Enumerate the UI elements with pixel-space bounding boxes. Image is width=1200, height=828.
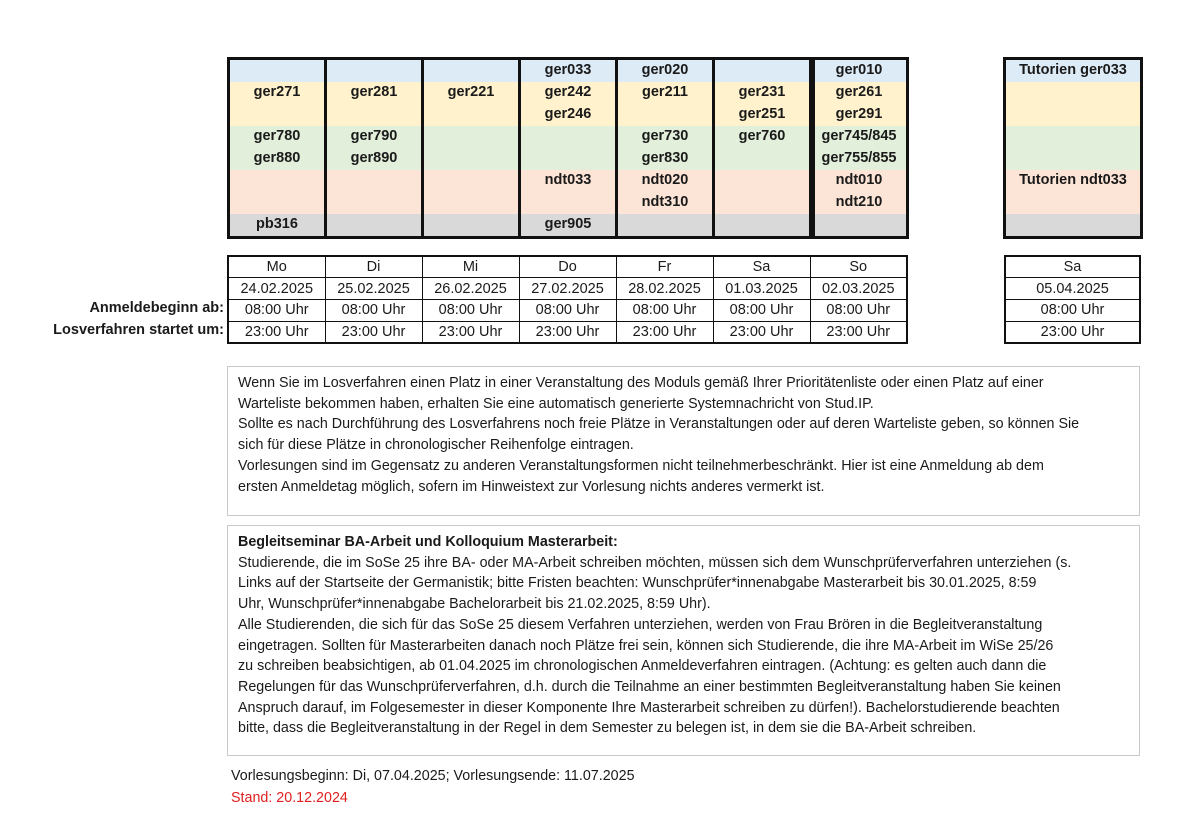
module-code: ndt010 [835, 172, 883, 188]
begleit-line: Alle Studierenden, die sich für das SoSe 25 diesem Verfahren unterziehen, werden von Frau Brören in die Begleitveranstaltung [238, 616, 1043, 633]
grid-column [230, 60, 327, 236]
grid-column [327, 60, 424, 236]
cell-day: Do [519, 256, 616, 278]
band-green [327, 126, 421, 170]
module-code [715, 60, 809, 82]
module-code [715, 192, 809, 214]
module-code: ndt310 [641, 193, 689, 210]
begleit-line: zu schreiben beabsichtigen, ab 01.04.2025 im chronologischen Anmeldeverfahren eintragen. (Achtung: es gelten auch dann die [238, 658, 1047, 675]
begleit-line: eingetragen. Sollten für Masterarbeiten danach noch Plätze frei sein, können sich Studierende, die ihre MA-Arbeit im WiSe 25/26 [238, 637, 1054, 654]
tutorien-schedule-table [1004, 255, 1141, 344]
module-code: ger246 [544, 105, 592, 122]
cell-start-time: 08:00 Uhr [519, 300, 616, 322]
band-salmon [327, 170, 421, 214]
cell-date: 27.02.2025 [519, 278, 616, 300]
grid-column [424, 60, 521, 236]
module-code: ger905 [544, 216, 592, 232]
module-code: ger033 [544, 62, 592, 78]
row-anmeldebeginn [228, 300, 907, 322]
begleit-line: Regelungen für das Wunschprüferverfahren, d.h. durch die Teilnahme an einer bestimmten Begleitveranstaltung haben Sie keinen [238, 678, 1061, 695]
band-blue [812, 60, 906, 82]
module-code [230, 104, 324, 126]
module-code [327, 60, 421, 82]
begleit-line: Anspruch darauf, im Folgesemester in dieser Komponente Ihre Masterarbeit schreiben zu dürfen!). Bachelorstudierende beachten [238, 699, 1060, 716]
module-code: ger271 [253, 84, 301, 100]
band-gray [618, 214, 712, 236]
band-gray [812, 214, 906, 236]
module-code: ndt020 [641, 172, 689, 188]
info-line: Warteliste bekommen haben, erhalten Sie eine automatisch generierte Systemnachricht von Stud.IP. [238, 395, 874, 412]
stand-date: Stand: 20.12.2024 [231, 790, 348, 806]
info-line: sich für diese Plätze in chronologischer Reihenfolge eintragen. [238, 437, 634, 454]
band-blue [521, 60, 615, 82]
begleit-line: Uhr, Wunschprüfer*innenabgabe Bachelorarbeit bis 21.02.2025, 8:59 Uhr). [238, 596, 711, 613]
cell-start-time: 08:00 Uhr [325, 300, 422, 322]
band-yellow [812, 82, 906, 126]
band-yellow [230, 82, 324, 126]
module-code: ger780 [253, 128, 301, 144]
module-code [715, 148, 809, 170]
cell-day: So [810, 256, 907, 278]
cell-start-time: 08:00 Uhr [1005, 300, 1140, 322]
module-code [521, 148, 615, 170]
cell-day: Fr [616, 256, 713, 278]
row-losverfahren [228, 321, 907, 343]
module-code [424, 192, 518, 214]
band-gray [715, 214, 809, 236]
module-code [424, 60, 518, 82]
info-box [227, 366, 1140, 516]
cell-date: 05.04.2025 [1005, 278, 1140, 300]
row-date [228, 278, 907, 300]
module-code [1006, 82, 1140, 104]
module-code [618, 214, 712, 236]
band-gray [230, 214, 324, 236]
module-code: ger020 [641, 62, 689, 78]
semester-dates: Vorlesungsbeginn: Di, 07.04.2025; Vorlesungsende: 11.07.2025 [231, 768, 635, 784]
grid-column [618, 60, 715, 236]
module-code: ger730 [641, 128, 689, 144]
label-anmeldebeginn: Anmeldebeginn ab: [89, 300, 224, 316]
band-yellow [424, 82, 518, 126]
cell-los-time: 23:00 Uhr [519, 321, 616, 343]
band-blue [715, 60, 809, 82]
module-code: ger890 [350, 149, 398, 166]
band-salmon [1006, 170, 1140, 214]
module-code [230, 170, 324, 192]
module-code: ger242 [544, 84, 592, 100]
begleit-line: Links auf der Startseite der Germanistik; bitte Fristen beachten: Wunschprüfer*innenabgabe Masterarbeit bis 30.01.2025, 8:59 [238, 575, 1037, 592]
band-salmon [424, 170, 518, 214]
cell-los-time: 23:00 Uhr [713, 321, 810, 343]
module-code [715, 170, 809, 192]
module-code: pb316 [256, 216, 298, 232]
band-gray [327, 214, 421, 236]
cell-los-time: 23:00 Uhr [1005, 321, 1140, 343]
band-yellow [327, 82, 421, 126]
label-losverfahren: Losverfahren startet um: [53, 322, 224, 338]
module-code [327, 170, 421, 192]
module-code: ndt210 [835, 193, 883, 210]
cell-day: Sa [713, 256, 810, 278]
cell-date: 25.02.2025 [325, 278, 422, 300]
band-green [230, 126, 324, 170]
band-green [715, 126, 809, 170]
begleitseminar-heading: Begleitseminar BA-Arbeit und Kolloquium Masterarbeit: [238, 534, 618, 550]
module-code: ger291 [835, 105, 883, 122]
module-code [424, 126, 518, 148]
cell-los-time: 23:00 Uhr [228, 321, 325, 343]
cell-start-time: 08:00 Uhr [810, 300, 907, 322]
band-yellow [715, 82, 809, 126]
module-code [715, 214, 809, 236]
band-blue [1006, 60, 1140, 82]
grid-column [715, 60, 812, 236]
cell-day: Mo [228, 256, 325, 278]
module-code: ger211 [642, 84, 688, 100]
cell-date: 24.02.2025 [228, 278, 325, 300]
module-grid [227, 57, 909, 239]
module-code: ger010 [835, 62, 883, 78]
module-code [230, 192, 324, 214]
info-line: Wenn Sie im Losverfahren einen Platz in einer Veranstaltung des Moduls gemäß Ihrer Prioritätenliste oder einen Platz auf einer [238, 375, 1044, 391]
cell-day: Mi [422, 256, 519, 278]
band-yellow [618, 82, 712, 126]
module-code: ger281 [350, 84, 398, 100]
module-code: ger745/845 [821, 128, 897, 144]
band-blue [424, 60, 518, 82]
module-code [1006, 214, 1140, 236]
module-code: ger261 [835, 84, 883, 100]
info-line: Sollte es nach Durchführung des Losverfahrens noch freie Plätze in Veranstaltungen oder auf deren Warteliste geben, so können Sie [238, 416, 1080, 433]
band-blue [618, 60, 712, 82]
tutorien-grid [1003, 57, 1143, 239]
band-blue [230, 60, 324, 82]
module-code [1006, 104, 1140, 126]
module-code: ger790 [350, 128, 398, 144]
module-code: ger755/855 [821, 149, 897, 166]
band-salmon [230, 170, 324, 214]
grid-column [1006, 60, 1140, 236]
band-salmon [618, 170, 712, 214]
cell-los-time: 23:00 Uhr [325, 321, 422, 343]
cell-start-time: 08:00 Uhr [616, 300, 713, 322]
begleitseminar-box [227, 525, 1140, 756]
module-code: ger760 [738, 128, 786, 144]
cell-date: 01.03.2025 [713, 278, 810, 300]
module-code [424, 148, 518, 170]
info-line: ersten Anmeldetag möglich, sofern im Hinweistext zur Vorlesung nichts anderes vermerkt ist. [238, 478, 825, 495]
module-code: ger231 [738, 84, 786, 100]
band-yellow [521, 82, 615, 126]
cell-los-time: 23:00 Uhr [422, 321, 519, 343]
cell-start-time: 08:00 Uhr [228, 300, 325, 322]
row-day [228, 256, 907, 278]
module-code [618, 104, 712, 126]
module-code [521, 126, 615, 148]
module-code [327, 214, 421, 236]
cell-day: Di [325, 256, 422, 278]
schedule-table [227, 255, 908, 344]
band-green [1006, 126, 1140, 170]
cell-date: 28.02.2025 [616, 278, 713, 300]
module-code [521, 192, 615, 214]
module-code [327, 192, 421, 214]
band-yellow [1006, 82, 1140, 126]
module-code [1006, 126, 1140, 148]
band-blue [327, 60, 421, 82]
begleit-line: Studierende, die im SoSe 25 ihre BA- oder MA-Arbeit schreiben möchten, müssen sich dem Wunschprüferverfahren unterziehen (s. [238, 554, 1072, 571]
band-green [812, 126, 906, 170]
cell-date: 02.03.2025 [810, 278, 907, 300]
band-green [618, 126, 712, 170]
module-code [1006, 192, 1140, 214]
cell-los-time: 23:00 Uhr [810, 321, 907, 343]
module-code: Tutorien ger033 [1019, 62, 1127, 78]
module-code [424, 104, 518, 126]
begleit-line: bitte, dass die Begleitveranstaltung in der Regel in dem Semester zu belegen ist, in dem sie die BA-Arbeit schreiben. [238, 720, 977, 737]
band-gray [424, 214, 518, 236]
band-salmon [812, 170, 906, 214]
band-gray [521, 214, 615, 236]
module-code: Tutorien ndt033 [1019, 172, 1127, 188]
module-code: ger830 [641, 149, 689, 166]
cell-day: Sa [1005, 256, 1140, 278]
module-code: ger221 [447, 84, 495, 100]
band-green [424, 126, 518, 170]
info-line: Vorlesungen sind im Gegensatz zu anderen Veranstaltungsformen nicht teilnehmerbeschränkt. Hier ist eine Anmeldung ab dem [238, 457, 1044, 474]
module-code: ndt033 [544, 172, 592, 188]
cell-date: 26.02.2025 [422, 278, 519, 300]
module-code: ger251 [738, 105, 786, 122]
grid-column [812, 60, 909, 236]
module-code [424, 214, 518, 236]
grid-column [521, 60, 618, 236]
cell-start-time: 08:00 Uhr [713, 300, 810, 322]
band-green [521, 126, 615, 170]
band-gray [1006, 214, 1140, 236]
module-code [1006, 148, 1140, 170]
module-code: ger880 [253, 149, 301, 166]
module-code [230, 60, 324, 82]
band-salmon [521, 170, 615, 214]
module-code [424, 170, 518, 192]
band-salmon [715, 170, 809, 214]
cell-start-time: 08:00 Uhr [422, 300, 519, 322]
module-code [812, 214, 906, 236]
module-code [327, 104, 421, 126]
cell-los-time: 23:00 Uhr [616, 321, 713, 343]
